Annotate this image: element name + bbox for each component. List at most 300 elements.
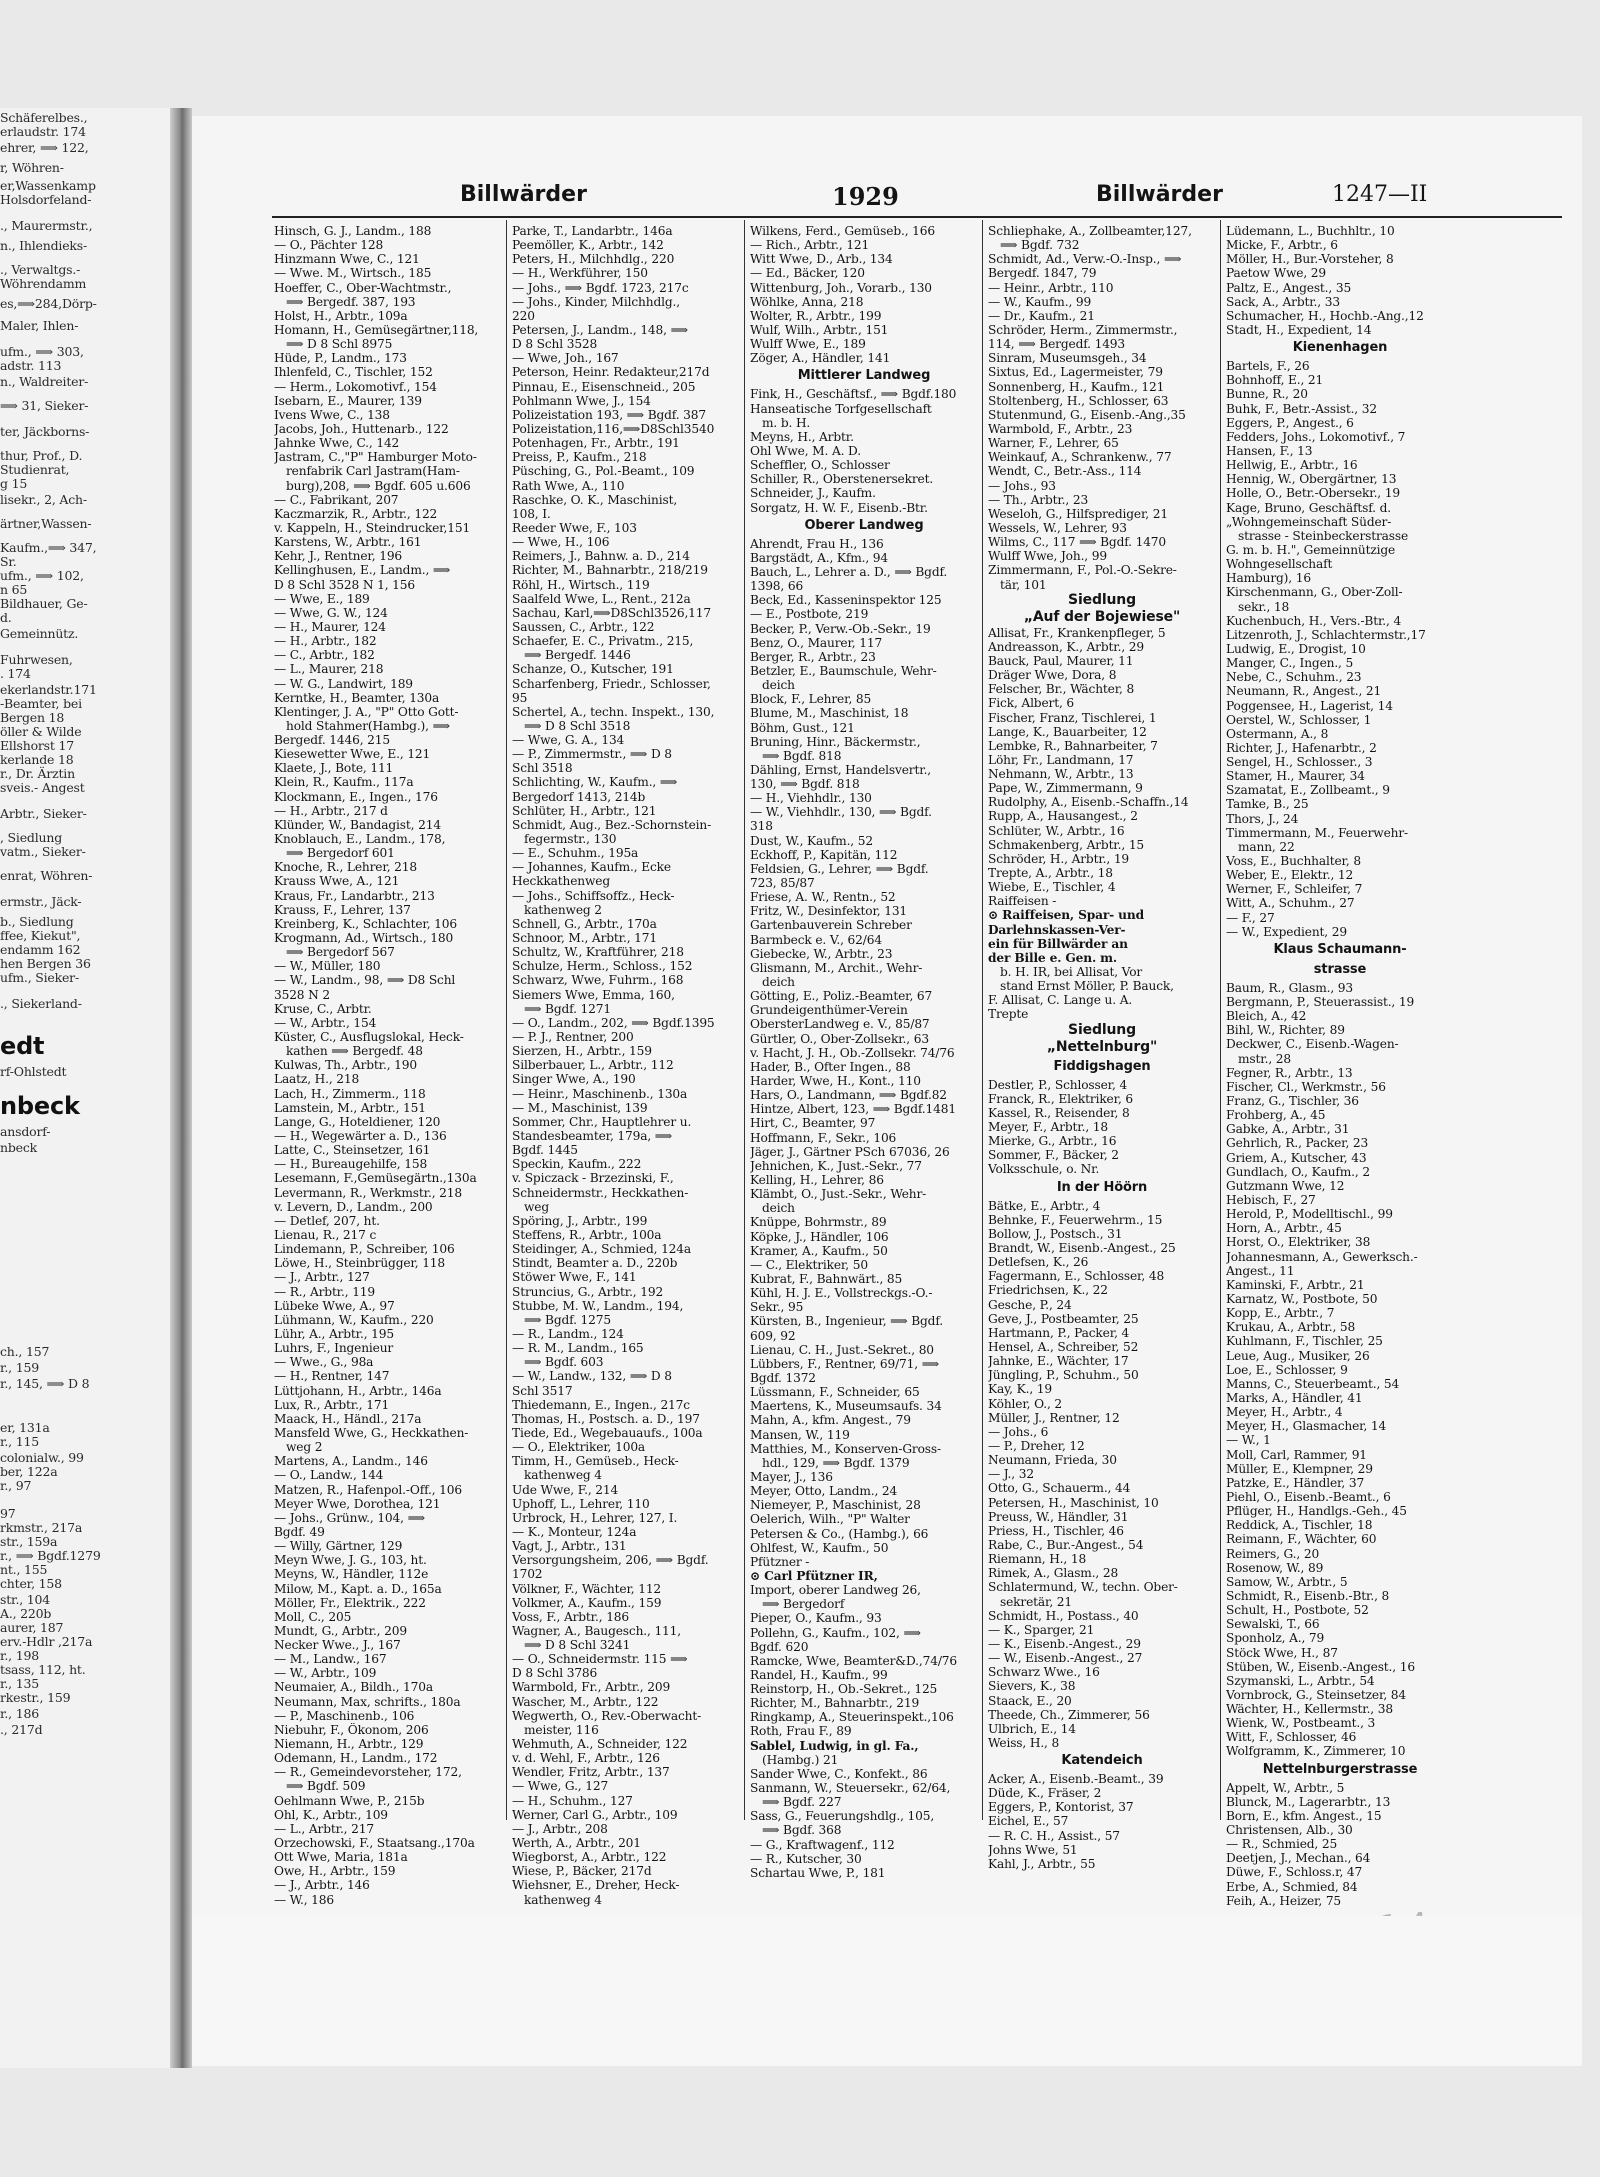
left-page-line: ., 217d <box>0 1722 43 1737</box>
directory-entry: Pfützner - <box>750 1554 810 1569</box>
directory-entry: — L., Maurer, 218 <box>274 662 384 677</box>
directory-entry: „Wohngemeinschaft Süder- <box>1226 514 1392 529</box>
directory-entry: Schertel, A., techn. Inspekt., 130, <box>512 704 715 719</box>
directory-entry: — W., 1 <box>1226 1433 1271 1448</box>
left-page-line: str., 159a <box>0 1534 58 1549</box>
directory-entry: Steidinger, A., Schmied, 124a <box>512 1242 691 1257</box>
directory-entry: Mayer, J., 136 <box>750 1469 833 1484</box>
directory-entry: Pflüger, H., Handlgs.-Geh., 45 <box>1226 1504 1407 1519</box>
directory-entry: — R., Landm., 124 <box>512 1326 624 1341</box>
directory-entry: Trepte <box>988 1007 1029 1022</box>
directory-entry: Thors, J., 24 <box>1226 811 1299 826</box>
left-page-line: edt <box>0 1032 45 1060</box>
directory-entry: Mierke, G., Arbtr., 16 <box>988 1134 1117 1149</box>
directory-entry: — R. M., Landm., 165 <box>512 1341 644 1356</box>
directory-entry: — R., Arbtr., 119 <box>274 1284 376 1299</box>
directory-entry: Schwarz, Wwe, Fuhrm., 168 <box>512 973 684 988</box>
directory-entry: Kreinberg, K., Schlachter, 106 <box>274 916 457 931</box>
left-page-line: ter, Jäckborns- <box>0 424 90 439</box>
left-page-line: nt., 155 <box>0 1562 48 1577</box>
directory-entry: — W., 186 <box>274 1892 334 1907</box>
directory-entry: Kehr, J., Rentner, 196 <box>274 549 403 564</box>
directory-page <box>192 116 1582 1916</box>
directory-entry: Rudolphy, A., Eisenb.-Schaffn.,14 <box>988 795 1189 810</box>
directory-entry: Kelling, H., Lehrer, 86 <box>750 1173 884 1187</box>
directory-entry: Götting, E., Poliz.-Beamter, 67 <box>750 989 933 1004</box>
directory-entry: Hoffmann, F., Sekr., 106 <box>750 1130 897 1145</box>
directory-entry: Johns Wwe, 51 <box>988 1842 1078 1857</box>
directory-entry: Jahnke, E., Wächter, 17 <box>988 1354 1129 1369</box>
directory-entry: Schnoor, M., Arbtr., 171 <box>512 931 657 946</box>
directory-entry: Timm, H., Gemüseb., Heck- <box>512 1454 679 1469</box>
directory-entry: Lübeke Wwe, A., 97 <box>274 1298 395 1313</box>
left-page-line: Schäferelbes., <box>0 110 88 125</box>
directory-entry: Knüppe, Bohrmstr., 89 <box>750 1215 887 1230</box>
directory-entry: ⟹ Bgdf. 509 <box>286 1779 366 1794</box>
directory-entry: b. H. IR, bei Allisat, Vor <box>1000 965 1143 980</box>
directory-entry: Hanseatische Torfgesellschaft <box>750 401 932 416</box>
directory-entry: Wolfgramm, K., Zimmerer, 10 <box>1226 1744 1406 1759</box>
directory-column-2 <box>512 224 740 1907</box>
directory-entry: Milow, M., Kapt. a. D., 165a <box>274 1581 442 1596</box>
directory-entry: Wiegborst, A., Arbtr., 122 <box>512 1850 667 1865</box>
directory-entry: — W., Viehhdlr., 130, ⟹ Bgdf. <box>750 805 932 820</box>
directory-entry: 114, ⟹ Bergedf. 1493 <box>988 337 1126 352</box>
directory-entry: Sommer, Chr., Hauptlehrer u. <box>512 1114 692 1129</box>
directory-entry: Rosenow, W., 89 <box>1226 1560 1324 1575</box>
directory-entry: ⟹ Bergedorf 601 <box>286 846 395 861</box>
directory-entry: Kuhlmann, F., Tischler, 25 <box>1226 1334 1383 1349</box>
column-divider <box>1220 220 1221 1820</box>
directory-entry: — P., Maschinenb., 106 <box>274 1708 415 1723</box>
directory-entry: Franck, R., Elektriker, 6 <box>988 1091 1134 1106</box>
section-heading: Siedlung <box>1068 591 1136 608</box>
directory-entry: Stöck Wwe, H., 87 <box>1226 1645 1338 1660</box>
directory-entry: Pohlmann Wwe, J., 154 <box>512 393 651 408</box>
directory-entry: Grundeigenthümer-Verein <box>750 1003 908 1018</box>
directory-entry: Sixtus, Ed., Lagermeister, 79 <box>988 365 1163 380</box>
directory-entry: — Johs., Kinder, Milchhdlg., <box>512 294 680 309</box>
left-page-line: ⟹ 31, Sieker- <box>0 398 89 413</box>
directory-entry: Lüssmann, F., Schneider, 65 <box>750 1385 920 1400</box>
directory-entry-bold: Sablel, Ludwig, in gl. Fa., <box>750 1738 919 1753</box>
section-heading: Oberer Landweg <box>804 517 924 533</box>
left-page-line: thur, Prof., D. <box>0 448 83 463</box>
directory-entry: Orzechowski, F., Staatsang.,170a <box>274 1836 475 1851</box>
directory-entry: Schlatermund, W., techn. Ober- <box>988 1580 1178 1595</box>
directory-entry: Sievers, K., 38 <box>988 1679 1076 1694</box>
directory-entry: hdl., 129, ⟹ Bgdf. 1379 <box>762 1455 910 1470</box>
directory-entry: Witt, A., Schuhm., 27 <box>1226 896 1355 911</box>
directory-entry: Gartenbauverein Schreber <box>750 918 912 933</box>
directory-entry: Petersen, J., Landm., 148, ⟹ <box>512 322 688 337</box>
directory-entry: — Wwe, E., 189 <box>274 591 370 606</box>
directory-entry: Sierzen, H., Arbtr., 159 <box>512 1044 652 1059</box>
directory-entry: — O., Schneidermstr. 115 ⟹ <box>512 1652 688 1667</box>
left-page-line: rkmstr., 217a <box>0 1520 83 1535</box>
directory-entry: Wiese, P., Bäcker, 217d <box>512 1864 652 1879</box>
left-page-line: r., ⟹ Bgdf.1279 <box>0 1548 101 1563</box>
directory-entry: Mahn, A., kfm. Angest., 79 <box>750 1413 911 1428</box>
directory-entry: Püsching, G., Pol.-Beamt., 109 <box>512 464 695 479</box>
directory-entry: Saussen, C., Arbtr., 122 <box>512 619 655 634</box>
directory-entry-bold: ein für Billwärder an <box>988 936 1128 951</box>
directory-entry: Dräger Wwe, Dora, 8 <box>988 668 1117 683</box>
directory-entry: Sander Wwe, C., Konfekt., 86 <box>750 1766 928 1781</box>
directory-entry: Geve, J., Postbeamter, 25 <box>988 1311 1139 1326</box>
left-page-line: n., Waldreiter- <box>0 374 89 389</box>
directory-entry: — J., 32 <box>988 1467 1034 1482</box>
directory-entry: Schiller, R., Oberstenersekret. <box>750 472 934 487</box>
directory-entry: Kruse, C., Arbtr. <box>274 1001 372 1016</box>
directory-entry: Schmidt, R., Eisenb.-Btr., 8 <box>1226 1588 1390 1603</box>
directory-entry: Jüngling, P., Schuhm., 50 <box>988 1368 1139 1383</box>
directory-entry: Deetjen, J., Mechan., 64 <box>1226 1851 1371 1866</box>
directory-entry-bold: ⊙ Carl Pfützner IR, <box>750 1568 878 1583</box>
directory-entry: Ude Wwe, F., 214 <box>512 1482 619 1497</box>
directory-entry: — R. C. H., Assist., 57 <box>988 1828 1120 1843</box>
directory-entry: — O., Landw., 144 <box>274 1468 384 1483</box>
directory-entry: Wohngesellschaft <box>1226 557 1333 572</box>
directory-entry: Parke, T., Landarbtr., 146a <box>512 224 673 238</box>
directory-entry: — J., Arbtr., 146 <box>274 1878 370 1893</box>
directory-entry: Kaczmarzik, R., Arbtr., 122 <box>274 506 438 521</box>
directory-entry: Stadt, H., Expedient, 14 <box>1226 322 1372 337</box>
left-page-line: g 15 <box>0 476 28 491</box>
directory-column-5 <box>1226 224 1454 1908</box>
directory-entry: — W., Landm., 98, ⟹ D8 Schl <box>274 973 456 988</box>
directory-entry: — F., 27 <box>1226 910 1275 925</box>
directory-entry: Wilkens, Ferd., Gemüseb., 166 <box>750 224 935 238</box>
directory-entry: Löwe, H., Steinbrügger, 118 <box>274 1256 446 1271</box>
column-divider <box>982 220 983 1820</box>
page-bottom-margin <box>192 1916 1582 2066</box>
directory-entry: Hennig, W., Obergärtner, 13 <box>1226 472 1397 487</box>
directory-entry: Ivens Wwe, C., 138 <box>274 407 390 422</box>
directory-entry: tär, 101 <box>1000 577 1047 592</box>
directory-entry: ⟹ Bgdf. 603 <box>524 1355 604 1370</box>
directory-entry-bold: der Bille e. Gen. m. <box>988 950 1118 965</box>
directory-entry: Horst, O., Elektriker, 38 <box>1226 1235 1371 1250</box>
directory-entry: Krukau, A., Arbtr., 58 <box>1226 1320 1356 1335</box>
directory-entry: Bgdf. 49 <box>274 1524 325 1539</box>
directory-entry: Niemann, H., Arbtr., 129 <box>274 1737 424 1752</box>
directory-entry: Moll, C., 205 <box>274 1609 352 1624</box>
directory-entry: sekr., 18 <box>1238 599 1290 614</box>
directory-entry: Odemann, H., Landm., 172 <box>274 1751 438 1766</box>
directory-entry: Mansfeld Wwe, G., Heckkathen- <box>274 1425 469 1440</box>
left-page-line: r., 115 <box>0 1434 39 1449</box>
directory-entry: Deckwer, C., Eisenb.-Wagen- <box>1226 1037 1399 1052</box>
directory-entry: Holle, O., Betr.-Obersekr., 19 <box>1226 486 1400 501</box>
directory-entry: Meyer, F., Arbtr., 18 <box>988 1120 1108 1135</box>
directory-entry: — Th., Arbtr., 23 <box>988 492 1089 507</box>
directory-entry: Sorgatz, H. W. F., Eisenb.-Btr. <box>750 500 928 515</box>
directory-entry: Sonnenberg, H., Kaufm., 121 <box>988 379 1165 394</box>
directory-entry: Speckin, Kaufm., 222 <box>512 1157 642 1172</box>
directory-entry: — O., Landm., 202, ⟹ Bgdf.1395 <box>512 1015 715 1030</box>
directory-entry: Kubrat, F., Bahnwärt., 85 <box>750 1271 903 1286</box>
directory-entry: Levermann, R., Werkmstr., 218 <box>274 1185 462 1200</box>
directory-entry: Litzenroth, J., Schlachtermstr.,17 <box>1226 627 1426 642</box>
directory-entry: Maack, H., Händl., 217a <box>274 1411 422 1426</box>
directory-entry: — Heinr., Arbtr., 110 <box>988 280 1114 295</box>
directory-entry: Gesche, P., 24 <box>988 1297 1072 1312</box>
directory-entry: Wulff Wwe, Joh., 99 <box>988 549 1107 564</box>
directory-entry: Tiede, Ed., Wegebauaufs., 100a <box>512 1425 703 1440</box>
directory-entry: Hintze, Albert, 123, ⟹ Bgdf.1481 <box>750 1102 956 1117</box>
directory-entry: Behnke, F., Feuerwehrm., 15 <box>988 1212 1163 1227</box>
directory-entry: Micke, F., Arbtr., 6 <box>1226 238 1338 253</box>
directory-entry: Bauch, L., Lehrer a. D., ⟹ Bgdf. <box>750 564 948 579</box>
directory-entry: — E., Schuhm., 195a <box>512 846 639 861</box>
directory-entry: Lienau, C. H., Just.-Sekret., 80 <box>750 1342 934 1357</box>
section-heading: Kienenhagen <box>1292 340 1388 356</box>
directory-entry: Krauss Wwe, A., 121 <box>274 874 400 889</box>
directory-entry: Ihlenfeld, C., Tischler, 152 <box>274 365 433 380</box>
directory-entry: — R., Kutscher, 30 <box>750 1851 862 1866</box>
directory-entry: Bgdf. 620 <box>750 1639 809 1654</box>
left-page-line: Arbtr., Sieker- <box>0 806 87 821</box>
directory-entry: Kuchenbuch, H., Vers.-Btr., 4 <box>1226 613 1402 628</box>
directory-entry: Kaminski, F., Arbtr., 21 <box>1226 1277 1365 1292</box>
directory-entry: Friese, A. W., Rentn., 52 <box>750 890 896 905</box>
directory-entry: Lach, H., Zimmerm., 118 <box>274 1086 426 1101</box>
directory-entry: Brandt, W., Eisenb.-Angest., 25 <box>988 1241 1176 1255</box>
directory-entry: deich <box>762 678 795 693</box>
directory-entry: Witt, F., Schlosser, 46 <box>1226 1730 1357 1745</box>
directory-entry: Vagt, J., Arbtr., 131 <box>512 1539 627 1554</box>
directory-entry: Griem, A., Kutscher, 43 <box>1226 1150 1367 1165</box>
directory-entry: ObersterLandweg e. V., 85/87 <box>750 1017 930 1032</box>
directory-entry: Karnatz, W., Postbote, 50 <box>1226 1291 1378 1306</box>
directory-entry: — L., Arbtr., 217 <box>274 1821 374 1836</box>
directory-entry: Oelerich, Wilh., "P" Walter <box>750 1512 910 1527</box>
left-page-line: Ellshorst 17 <box>0 738 75 753</box>
directory-entry: Jacobs, Joh., Huttenarb., 122 <box>274 421 449 436</box>
directory-entry: Volksschule, o. Nr. <box>988 1162 1100 1177</box>
directory-entry: Gabke, A., Arbtr., 31 <box>1226 1122 1350 1137</box>
directory-entry: (Hambg.) 21 <box>762 1752 839 1767</box>
directory-entry: Klockmann, E., Ingen., 176 <box>274 789 438 804</box>
directory-entry: Bohnhoff, E., 21 <box>1226 373 1324 388</box>
directory-entry: Schnell, G., Arbtr., 170a <box>512 916 657 931</box>
directory-entry: F. Allisat, C. Lange u. A. <box>988 993 1133 1008</box>
directory-entry: Weseloh, G., Hilfsprediger, 21 <box>988 506 1168 521</box>
directory-entry: fegermstr., 130 <box>524 832 617 847</box>
directory-entry: 130, ⟹ Bgdf. 818 <box>750 777 860 792</box>
directory-entry: Fischer, Cl., Werkmstr., 56 <box>1226 1079 1386 1094</box>
left-page-line: hen Bergen 36 <box>0 956 91 971</box>
left-page-line: ufm., ⟹ 303, <box>0 344 84 359</box>
directory-entry: kathen ⟹ Bergedf. 48 <box>286 1044 423 1059</box>
directory-entry: Lübbers, F., Rentner, 69/71, ⟹ <box>750 1356 940 1371</box>
directory-entry: ⟹ Bergedf. 387, 193 <box>286 294 416 309</box>
directory-entry: — Wwe, G. W., 124 <box>274 605 388 620</box>
left-page-line: r., 159 <box>0 1360 39 1375</box>
directory-entry: Otto, G., Schauerm., 44 <box>988 1481 1131 1496</box>
directory-entry: 318 <box>750 819 773 834</box>
directory-entry: Wegwerth, O., Rev.-Oberwacht- <box>512 1708 702 1723</box>
directory-entry: Szymanski, L., Arbtr., 54 <box>1226 1673 1375 1688</box>
directory-entry: Schl 3517 <box>512 1383 573 1398</box>
directory-entry: Bleich, A., 42 <box>1226 1009 1307 1024</box>
directory-entry: Poggensee, H., Lagerist, 14 <box>1226 698 1393 713</box>
directory-entry: Latte, C., Steinsetzer, 161 <box>274 1143 431 1158</box>
directory-entry: Vornbrock, G., Steinsetzer, 84 <box>1226 1687 1406 1702</box>
directory-entry: Stüben, W., Eisenb.-Angest., 16 <box>1226 1659 1415 1674</box>
left-page-line: n 65 <box>0 582 28 597</box>
directory-entry: Gundlach, O., Kaufm., 2 <box>1226 1164 1370 1179</box>
directory-entry: — H., Arbtr., 217 d <box>274 803 388 818</box>
directory-entry: — M., Maschinist, 139 <box>512 1100 648 1115</box>
left-page-line: Holsdorfeland- <box>0 192 92 207</box>
directory-entry: Hansen, F., 13 <box>1226 443 1313 458</box>
left-page-line: rf-Ohlstedt <box>0 1064 67 1079</box>
left-page-line: endamm 162 <box>0 942 81 957</box>
directory-entry: Hebisch, F., 27 <box>1226 1193 1316 1207</box>
directory-entry: deich <box>762 1201 795 1216</box>
directory-entry: Klentinger, J. A., "P" Otto Gott- <box>274 704 459 719</box>
directory-entry: weg <box>524 1199 549 1214</box>
directory-entry: Ahrendt, Frau H., 136 <box>750 536 884 551</box>
left-page-line: Sr. <box>0 554 17 569</box>
directory-entry: Schlüter, W., Arbtr., 16 <box>988 823 1125 838</box>
left-page-line: r., Dr. Ärztin <box>0 766 75 781</box>
directory-entry: — M., Landw., 167 <box>274 1652 387 1667</box>
directory-entry: Fritz, W., Desinfektor, 131 <box>750 904 908 919</box>
directory-entry: Schlichting, W., Kaufm., ⟹ <box>512 775 678 790</box>
directory-entry: Martens, A., Landm., 146 <box>274 1454 428 1469</box>
directory-entry: — C., Fabrikant, 207 <box>274 492 399 507</box>
directory-entry: — W., Kaufm., 99 <box>988 294 1092 309</box>
directory-entry: Ludwig, E., Drogist, 10 <box>1226 641 1366 656</box>
directory-entry: Wulff Wwe, E., 189 <box>750 337 866 352</box>
directory-entry: Meyer, Otto, Landm., 24 <box>750 1484 898 1499</box>
directory-entry: Destler, P., Schlosser, 4 <box>988 1077 1128 1092</box>
directory-entry: Wagner, A., Baugesch., 111, <box>512 1623 681 1638</box>
directory-entry: Neumann, R., Angest., 21 <box>1226 684 1382 699</box>
directory-entry: — Willy, Gärtner, 129 <box>274 1539 403 1554</box>
directory-entry: Homann, H., Gemüsegärtner,118, <box>274 322 479 337</box>
directory-entry: — Wwe, G. A., 134 <box>512 733 625 748</box>
left-page-line: ärtner,Wassen- <box>0 516 92 531</box>
directory-entry: Jäger, J., Gärtner PSch 67036, 26 <box>750 1144 950 1159</box>
left-page-line: r., 145, ⟹ D 8 <box>0 1376 90 1391</box>
directory-entry-bold: ⊙ Raiffeisen, Spar- und <box>988 908 1144 923</box>
directory-entry: Preiss, P., Kaufm., 218 <box>512 450 647 465</box>
directory-entry: Bruning, Hinr., Bäckermstr., <box>750 734 921 749</box>
directory-entry: Kramer, A., Kaufm., 50 <box>750 1243 888 1258</box>
directory-entry: Bauck, Paul, Maurer, 11 <box>988 653 1134 668</box>
directory-entry: Wolter, R., Arbtr., 199 <box>750 308 882 323</box>
directory-entry: Knoblauch, E., Landm., 178, <box>274 832 446 847</box>
directory-entry: Knoche, R., Lehrer, 218 <box>274 860 417 875</box>
directory-entry: — C., Arbtr., 182 <box>274 648 375 663</box>
directory-entry: — C., Elektriker, 50 <box>750 1257 868 1272</box>
directory-entry: Johannesmann, A., Gewerksch.- <box>1226 1249 1418 1264</box>
directory-entry: Peterson, Heinr. Redakteur,217d <box>512 365 710 380</box>
header-rule <box>272 216 1562 218</box>
directory-entry: v. Kappeln, H., Steindrucker,151 <box>274 520 471 535</box>
directory-entry: ⟹ Bergedorf <box>762 1597 845 1612</box>
directory-entry: Warmbold, F., Arbtr., 23 <box>988 421 1133 436</box>
section-heading: Nettelnburgerstrasse <box>1262 1761 1418 1777</box>
directory-entry: meister, 116 <box>524 1722 599 1737</box>
directory-entry: Oerstel, W., Schlosser, 1 <box>1226 712 1372 727</box>
directory-entry: — H., Wegewärter a. D., 136 <box>274 1129 447 1143</box>
directory-entry: Loe, E., Schlosser, 9 <box>1226 1362 1348 1377</box>
directory-entry: Wessels, W., Lehrer, 93 <box>988 520 1127 535</box>
directory-entry: Necker Wwe., J., 167 <box>274 1638 401 1653</box>
directory-entry: Bergedf. 1847, 79 <box>988 266 1097 281</box>
directory-entry: Bgdf. 1445 <box>512 1143 578 1158</box>
directory-entry: Roth, Frau F., 89 <box>750 1724 852 1739</box>
directory-entry: Baum, R., Glasm., 93 <box>1226 980 1354 995</box>
directory-entry: Kellinghusen, E., Landm., ⟹ <box>274 563 451 578</box>
left-page-line: Bildhauer, Ge- <box>0 596 88 611</box>
directory-entry: Franz, G., Tischler, 36 <box>1226 1094 1359 1109</box>
directory-entry: Saalfeld Wwe, L., Rent., 212a <box>512 591 691 606</box>
left-page-line: tsass, 112, ht. <box>0 1662 86 1677</box>
directory-entry: Bunne, R., 20 <box>1226 387 1308 402</box>
directory-entry: — Wwe. M., Wirtsch., 185 <box>274 266 432 281</box>
left-page-line: , Siedlung <box>0 830 63 845</box>
directory-entry: Krogmann, Ad., Wirtsch., 180 <box>274 931 454 946</box>
directory-entry: Gutzmann Wwe, 12 <box>1226 1178 1345 1193</box>
directory-entry: Beck, Ed., Kasseninspektor 125 <box>750 593 942 608</box>
directory-entry: Kopp, E., Arbtr., 7 <box>1226 1306 1335 1321</box>
directory-entry: — H., Arbtr., 182 <box>274 634 377 649</box>
directory-entry: ⟹ Bgdf. 1271 <box>524 1001 611 1016</box>
directory-entry: — P. J., Rentner, 200 <box>512 1030 634 1045</box>
directory-entry: Eggers, P., Kontorist, 37 <box>988 1800 1134 1815</box>
left-page-line: er,Wassenkamp <box>0 178 96 193</box>
page-number: 1247—II <box>1332 182 1428 207</box>
directory-entry: Raiffeisen - <box>988 894 1057 909</box>
directory-entry: Fedders, Johs., Lokomotivf., 7 <box>1226 429 1406 444</box>
book-gutter <box>170 108 192 2068</box>
directory-entry: — W., Landw., 132, ⟹ D 8 <box>512 1369 672 1384</box>
directory-entry: Detlefsen, K., 26 <box>988 1255 1089 1270</box>
directory-entry: Buhk, F., Betr.-Assist., 32 <box>1226 401 1377 416</box>
left-page-line: r., 186 <box>0 1706 39 1721</box>
directory-entry: — W., Müller, 180 <box>274 959 381 974</box>
directory-entry: Sachau, Karl,⟹D8Schl3526,117 <box>512 605 711 620</box>
directory-entry: Stubbe, M. W., Landm., 194, <box>512 1298 684 1313</box>
directory-entry: Volkmer, A., Kaufm., 159 <box>512 1595 662 1610</box>
left-page-line: ber, 122a <box>0 1464 58 1479</box>
directory-entry: Niemeyer, P., Maschinist, 28 <box>750 1498 921 1513</box>
directory-entry: Witt Wwe, D., Arb., 134 <box>750 252 893 267</box>
directory-entry: Appelt, W., Arbtr., 5 <box>1226 1780 1345 1795</box>
directory-entry: Hars, O., Landmann, ⟹ Bgdf.82 <box>750 1088 947 1103</box>
left-page-line: öller & Wilde <box>0 724 82 739</box>
directory-entry: Wienk, W., Postbeamt., 3 <box>1226 1716 1376 1731</box>
left-page-line: r, Wöhren- <box>0 160 64 175</box>
directory-entry: — W., Expedient, 29 <box>1226 924 1347 939</box>
directory-entry: Silberbauer, L., Arbtr., 112 <box>512 1058 674 1073</box>
directory-entry: Peters, H., Milchhdlg., 220 <box>512 252 675 267</box>
directory-entry: Klünder, W., Bandagist, 214 <box>274 817 441 832</box>
left-page-line: ., Siekerland- <box>0 996 82 1011</box>
directory-entry: — E., Postbote, 219 <box>750 607 869 622</box>
directory-entry: Mundt, G., Arbtr., 209 <box>274 1623 407 1638</box>
directory-entry: Reddick, A., Tischler, 18 <box>1226 1518 1373 1533</box>
directory-entry: Sass, G., Feuerungshdlg., 105, <box>750 1809 935 1824</box>
left-page-line: colonialw., 99 <box>0 1450 84 1465</box>
directory-entry: Wehmuth, A., Schneider, 122 <box>512 1737 688 1752</box>
